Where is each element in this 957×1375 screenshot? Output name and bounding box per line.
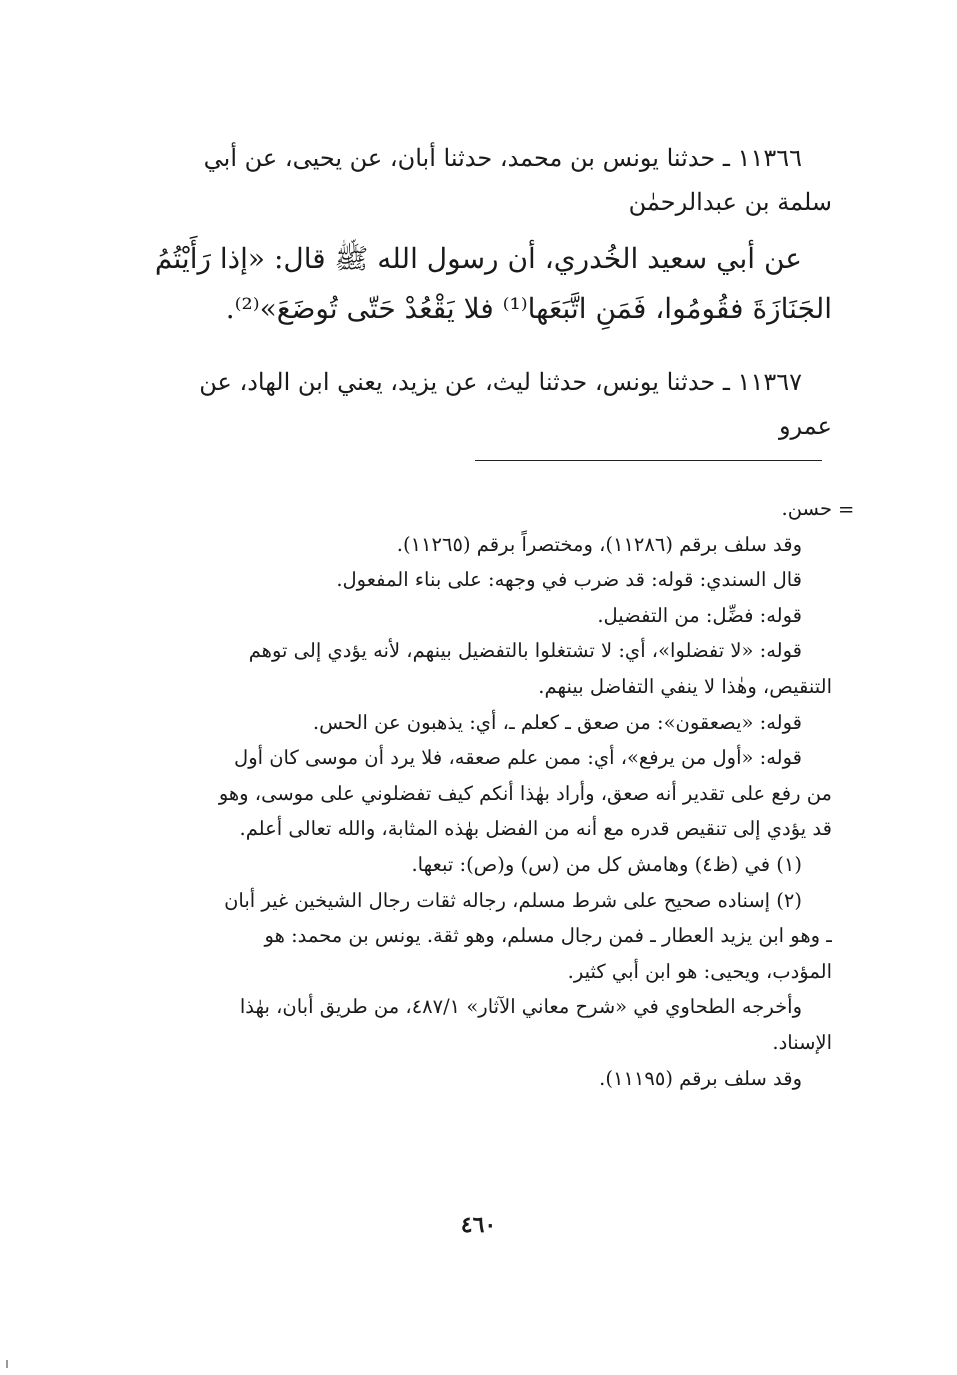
continuation-marker: =	[838, 498, 855, 521]
hadith-11366-line-1: ١١٣٦٦ ـ حدثنا يونس بن محمد، حدثنا أبان، عن يحيى، عن أبي	[203, 144, 802, 172]
hadith-11367-line-1: ١١٣٦٧ ـ حدثنا يونس، حدثنا ليث، عن يزيد، يعني ابن الهاد، عن	[199, 368, 802, 396]
footnotes	[122, 491, 832, 1096]
hadith-11366-line-2: سلمة بن عبدالرحمٰن	[628, 188, 832, 216]
hadith-11367-line-2: عمرو	[778, 412, 832, 440]
footnote-sindi: قال السندي: قوله: قد ضرب في وجهه: على بناء المفعول.	[336, 568, 802, 592]
scan-edge-mark	[6, 1360, 8, 1368]
footnote-awwal-1: قوله: «أول من يرفع»، أي: ممن علم صعقه، فلا يرد أن موسى كان أول	[234, 746, 802, 770]
footnote-awwal-2: من رفع على تقدير أنه صعق، وأراد بهٰذا أنكم كيف تفضلوني على موسى، وهو	[218, 781, 832, 805]
footnote-yusaqun: قوله: «يصعقون»: من صعق ـ كعلم ـ، أي: يذهبون عن الحس.	[312, 710, 802, 734]
footnote-note-1: (١) في (ظ٤) وهامش كل من (س) و(ص): تبعها.	[411, 852, 802, 876]
footnote-salaf-last: وقد سلف برقم (١١١٩٥).	[599, 1066, 802, 1090]
hadith-11366	[122, 136, 832, 224]
matn-line-2: الجَنَازَةَ فقُومُوا، فَمَنِ اتَّبَعَها⁽¹⁾ فلا يَقْعُدْ حَتّى تُوضَعَ»⁽²⁾.	[225, 292, 832, 325]
footnote-separator	[475, 460, 822, 461]
matn-line-1: عن أبي سعيد الخُدري، أن رسول الله ﷺ قال: «إذا رَأَيْتُمُ	[154, 242, 802, 275]
hadith-matn	[122, 234, 832, 334]
hadith-11367	[122, 360, 832, 448]
footnote-salaf: وقد سلف برقم (١١٢٨٦)، ومختصراً برقم (١١٢٦٥).	[396, 532, 802, 556]
footnote-note-2-line-3: المؤدب، ويحيى: هو ابن أبي كثير.	[567, 959, 832, 983]
footnote-tahawi-1: وأخرجه الطحاوي في «شرح معاني الآثار» ٤٨٧/١، من طريق أبان، بهٰذا	[239, 995, 802, 1019]
page-number: ٤٦٠	[460, 1212, 497, 1238]
footnote-hasan: حسن.	[781, 497, 832, 520]
footnote-awwal-3: قد يؤدي إلى تنقيص قدره مع أنه من الفضل بهٰذه المثابة، والله تعالى أعلم.	[239, 817, 832, 841]
footnote-latufaddilu-2: التنقيص، وهٰذا لا ينفي التفاضل بينهم.	[538, 674, 832, 698]
footnote-tahawi-2: الإسناد.	[772, 1030, 832, 1054]
footnote-latufaddilu-1: قوله: «لا تفضلوا»، أي: لا تشتغلوا بالتفضيل بينهم، لأنه يؤدي إلى توهم	[248, 639, 802, 663]
footnote-note-2-line-1: (٢) إسناده صحيح على شرط مسلم، رجاله ثقات رجال الشيخين غير أبان	[224, 888, 802, 912]
footnote-faddal: قوله: فضِّل: من التفضيل.	[597, 603, 802, 627]
footnote-note-2-line-2: ـ وهو ابن يزيد العطار ـ فمن رجال مسلم، وهو ثقة. يونس بن محمد: هو	[264, 924, 832, 948]
